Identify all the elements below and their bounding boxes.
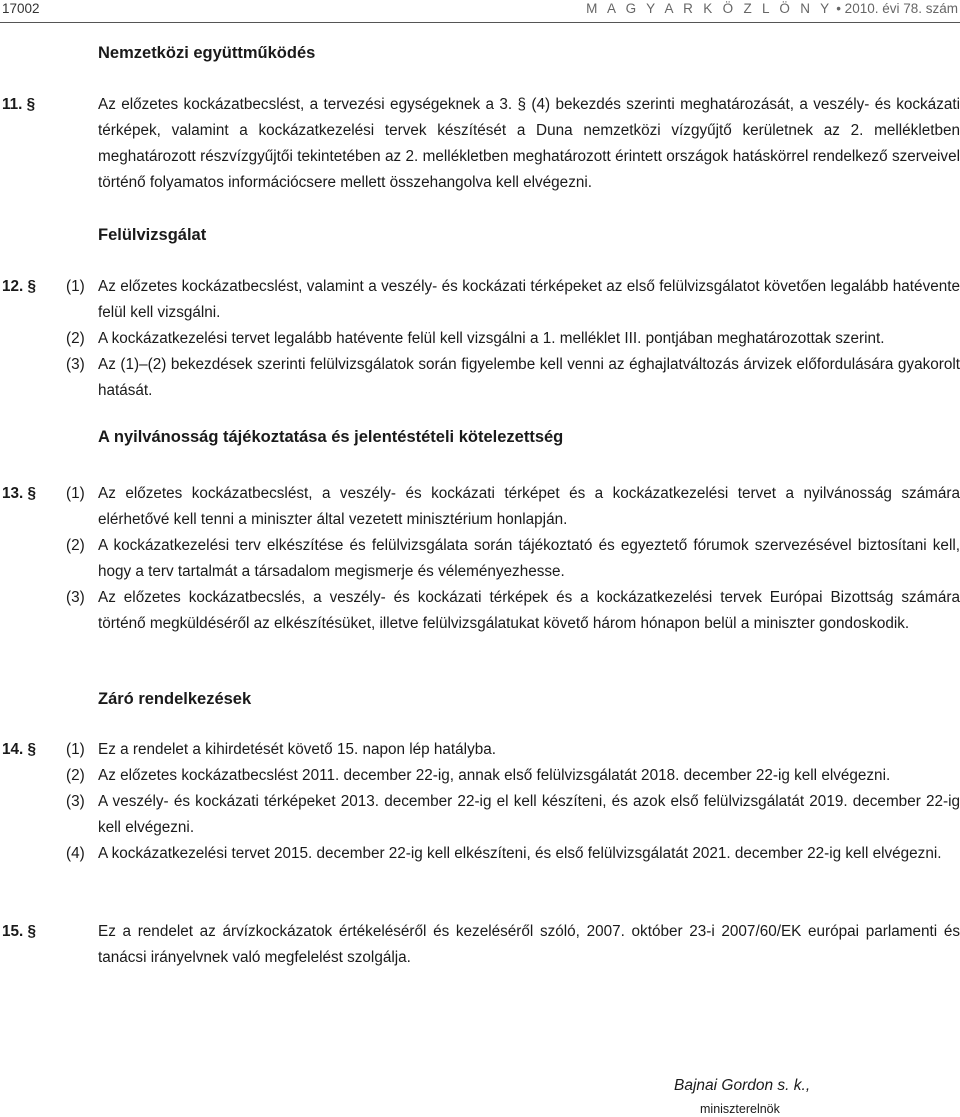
subsection-text: A veszély- és kockázati térképeket 2013. december 22-ig el kell készíteni, és azok első felülvizsgálatát 2019. december 22-ig kell elvégezni. — [98, 793, 960, 836]
subsection-text: A kockázatkezelési tervet 2015. december 22-ig kell elkészíteni, és első felülvizsgálatát 2021. december 22-ig kell elvégezni. — [98, 845, 942, 862]
paragraph-15 — [2, 919, 960, 971]
subsection-text: Ez a rendelet a kihirdetését követő 15. napon lép hatályba. — [98, 741, 496, 758]
subsection-label: (1) — [66, 741, 85, 758]
section-number-14: 14. § — [2, 741, 37, 758]
subsection-label: (1) — [66, 485, 85, 502]
subsection-text: A kockázatkezelési tervet legalább hatévente felül kell vizsgálni a 1. melléklet III. pontjában meghatározottak szerint. — [98, 330, 885, 347]
journal-title-line — [586, 1, 958, 16]
subsection-13-3 — [2, 585, 960, 637]
subsection-text: A kockázatkezelési terv elkészítése és felülvizsgálata során tájékoztató és egyeztető fórumok szervezésével biztosítani kell, hogy a terv tartalmát a társadalom megismerje és véleményezhesse. — [98, 537, 960, 580]
section-number-13: 13. § — [2, 485, 37, 502]
subsection-12-3 — [2, 352, 960, 404]
section-number-11: 11. § — [2, 96, 36, 113]
journal-issue: • 2010. évi 78. szám — [836, 1, 958, 16]
subsection-14-1 — [2, 737, 960, 763]
paragraph-11-text: Az előzetes kockázatbecslést, a tervezési egységeknek a 3. § (4) bekezdés szerinti meghatározását, a veszély- és kockázati térképek, valamint a kockázatkezelési tervek készítését a Duna nemzetközi vízgyűjtő kerületnek az 2. mellékletben meghatározott részvízgyűjtői tekintetében az 2. mellékletben meghatározott érintett országok hatáskörrel rendelkező szerveivel történő folyamatos információcsere mellett összehangolva kell elvégezni. — [98, 96, 960, 191]
paragraph-15-text: Ez a rendelet az árvízkockázatok értékeléséről és kezeléséről szóló, 2007. október 23-i 2007/60/EK európai parlamenti és tanácsi irányelvnek való megfelelést szolgálja. — [98, 923, 960, 966]
subsection-label: (2) — [66, 767, 85, 784]
subsection-12-2 — [2, 326, 960, 352]
subsection-label: (3) — [66, 793, 85, 810]
subsection-14-4 — [2, 841, 960, 867]
subsection-text: Az (1)–(2) bekezdések szerinti felülvizsgálatok során figyelembe kell venni az éghajlatváltozás árvizek előfordulására gyakorolt hatását. — [98, 356, 960, 399]
subsection-label: (3) — [66, 356, 85, 373]
subsection-13-2 — [2, 533, 960, 585]
page-header — [0, 0, 960, 22]
subsection-14-3 — [2, 789, 960, 841]
page-number: 17002 — [2, 1, 40, 16]
paragraph-11 — [2, 92, 960, 196]
paragraph-14 — [2, 737, 960, 867]
journal-title: M A G Y A R K Ö Z L Ö N Y — [586, 1, 833, 16]
heading-international: Nemzetközi együttműködés — [98, 44, 316, 62]
subsection-text: Az előzetes kockázatbecslést, a veszély- és kockázati térképet és a kockázatkezelési tervet a nyilvánosság számára elérhetővé kell tenni a miniszter által vezetett minisztérium honlapján. — [98, 485, 960, 528]
subsection-label: (2) — [66, 330, 85, 347]
subsection-13-1 — [2, 481, 960, 533]
section-number-15: 15. § — [2, 923, 37, 940]
subsection-label: (4) — [66, 845, 85, 862]
signature-name: Bajnai Gordon s. k., — [674, 1077, 811, 1094]
heading-closing: Záró rendelkezések — [98, 690, 252, 708]
subsection-label: (2) — [66, 537, 85, 554]
subsection-text: Az előzetes kockázatbecslés, a veszély- és kockázati térképek és a kockázatkezelési tervek Európai Bizottság számára történő megküldéséről az elkészítésüket, illetve felülvizsgálatukat követő három hónapon belül a miniszter gondoskodik. — [98, 589, 960, 632]
subsection-12-1 — [2, 274, 960, 326]
heading-publicity: A nyilvánosság tájékoztatása és jelentéstételi kötelezettség — [98, 428, 564, 446]
paragraph-13 — [2, 481, 960, 637]
heading-review: Felülvizsgálat — [98, 226, 207, 244]
subsection-text: Az előzetes kockázatbecslést 2011. december 22-ig, annak első felülvizsgálatát 2018. december 22-ig kell elvégezni. — [98, 767, 891, 784]
section-number-12: 12. § — [2, 278, 37, 295]
signature-role: miniszterelnök — [700, 1102, 780, 1116]
header-rule — [0, 22, 960, 23]
subsection-label: (3) — [66, 589, 85, 606]
subsection-label: (1) — [66, 278, 85, 295]
subsection-14-2 — [2, 763, 960, 789]
subsection-text: Az előzetes kockázatbecslést, valamint a veszély- és kockázati térképeket az első felülvizsgálatot követően legalább hatévente felül kell vizsgálni. — [98, 278, 960, 321]
paragraph-12 — [2, 274, 960, 404]
